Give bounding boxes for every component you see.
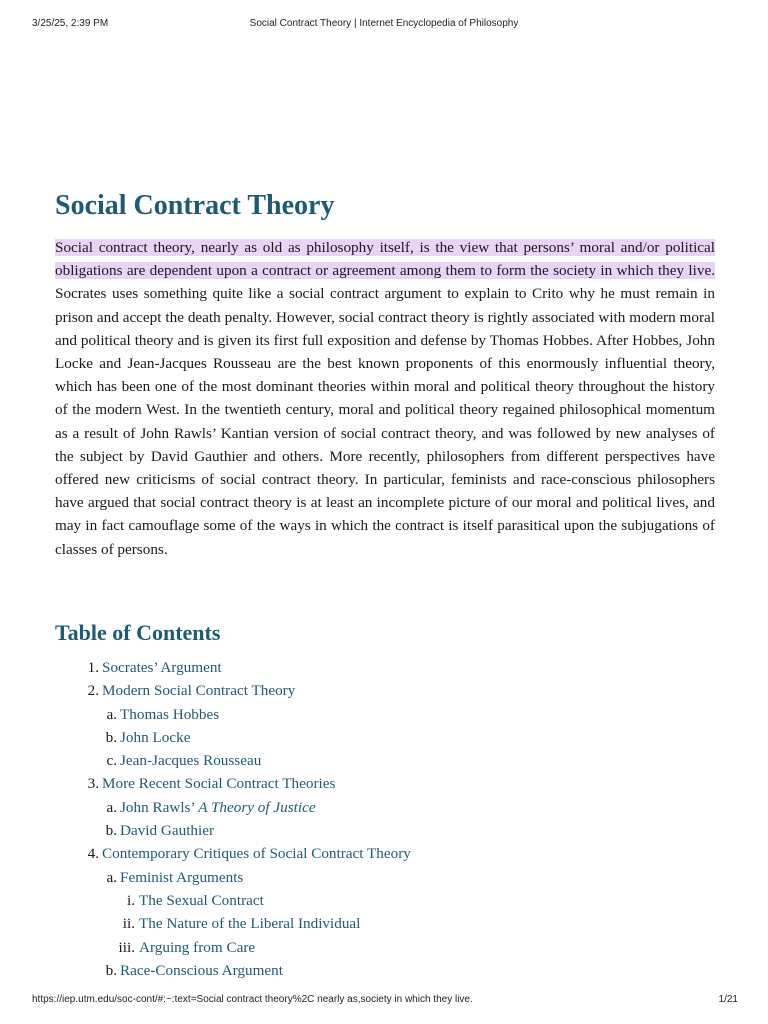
print-footer bbox=[0, 994, 768, 1008]
toc-item bbox=[55, 656, 715, 679]
toc-item bbox=[55, 866, 715, 889]
intro-text: Socrates uses something quite like a social contract argument to explain to Crito why he must remain in prison and accept the death penalty. However, social contract theory is rightly associated with modern moral and political theory and is given its first full exposition and defense by Thomas Hobbes. After Hobbes, John Locke and Jean-Jacques Rousseau are the best known proponents of this enormously influential theory, which has been one of the most dominant theories within moral and political theory throughout the history of the modern West. In the twentieth century, moral and political theory regained philosophical momentum as a result of John Rawls’ Kantian version of social contract theory, and was followed by new analyses of the subject by David Gauthier and others. More recently, philosophers from different perspectives have offered new criticisms of social contract theory. In particular, feminists and race-conscious philosophers have argued that social contract theory is at least an incomplete picture of our moral and political lives, and may in fact camouflage some of the ways in which the contract is itself parasitical upon the subjugations of classes of persons. bbox=[55, 285, 715, 558]
toc-link-jean-jacques-rousseau[interactable]: Jean-Jacques Rousseau bbox=[120, 752, 262, 770]
toc-item-number: 2. bbox=[87, 682, 99, 700]
toc-link-text: John Rawls’ bbox=[120, 798, 199, 816]
toc-link-thomas-hobbes[interactable]: Thomas Hobbes bbox=[120, 705, 220, 723]
toc-item bbox=[55, 772, 715, 795]
toc-item-number: ii. bbox=[122, 915, 135, 933]
toc-item-number: 3. bbox=[87, 775, 99, 793]
toc-item-number: iii. bbox=[118, 938, 135, 956]
toc-item bbox=[55, 679, 715, 702]
toc-item bbox=[55, 703, 715, 726]
toc-link-contemporary-critiques[interactable]: Contemporary Critiques of Social Contract Theory bbox=[102, 845, 411, 863]
table-of-contents bbox=[55, 656, 715, 982]
toc-item-number: c. bbox=[106, 752, 117, 770]
intro-paragraph bbox=[55, 236, 715, 561]
toc-item-number: a. bbox=[106, 868, 117, 886]
toc-link-john-locke[interactable]: John Locke bbox=[120, 728, 191, 746]
toc-link-socrates-argument[interactable]: Socrates’ Argument bbox=[102, 659, 222, 676]
print-header bbox=[0, 18, 768, 32]
toc-item-number: b. bbox=[105, 961, 117, 979]
toc-item bbox=[55, 819, 715, 842]
toc-link-modern-social-contract-theory[interactable]: Modern Social Contract Theory bbox=[102, 682, 296, 700]
toc-item bbox=[55, 889, 715, 912]
print-page-title: Social Contract Theory | Internet Encyclopedia of Philosophy bbox=[249, 18, 519, 29]
toc-item-number: b. bbox=[105, 822, 117, 840]
toc-item bbox=[55, 726, 715, 749]
toc-item bbox=[55, 912, 715, 935]
toc-item-number: 4. bbox=[87, 845, 99, 863]
toc-link-liberal-individual[interactable]: The Nature of the Liberal Individual bbox=[139, 915, 361, 933]
toc-item bbox=[55, 842, 715, 865]
book-title-italic: A Theory of Justice bbox=[198, 798, 316, 816]
article-title: Social Contract Theory bbox=[55, 190, 335, 221]
toc-item-number: 1. bbox=[87, 659, 99, 676]
toc-item bbox=[55, 959, 715, 982]
toc-link-more-recent-theories[interactable]: More Recent Social Contract Theories bbox=[102, 775, 336, 793]
print-url: https://iep.utm.edu/soc-cont/#:~:text=Social contract theory%2C nearly as,society in which they live. bbox=[32, 994, 473, 1005]
toc-link-feminist-arguments[interactable]: Feminist Arguments bbox=[120, 868, 244, 886]
highlighted-text-fragment: Social contract theory, nearly as old as philosophy itself, is the view that persons’ moral and/or political obligations are dependent upon a contract or agreement among them to form the society in which they live. bbox=[55, 239, 715, 280]
toc-item-number: b. bbox=[105, 728, 117, 746]
toc-item bbox=[55, 936, 715, 959]
toc-item-number: i. bbox=[126, 891, 135, 909]
toc-link-john-rawls[interactable] bbox=[120, 796, 316, 819]
toc-item bbox=[55, 749, 715, 772]
toc-item-number: a. bbox=[106, 798, 117, 816]
toc-item bbox=[55, 796, 715, 819]
toc-link-david-gauthier[interactable]: David Gauthier bbox=[120, 822, 215, 840]
print-datetime: 3/25/25, 2:39 PM bbox=[32, 18, 109, 29]
toc-item-number: a. bbox=[106, 705, 117, 723]
toc-link-sexual-contract[interactable]: The Sexual Contract bbox=[139, 891, 264, 909]
toc-link-race-conscious-argument[interactable]: Race-Conscious Argument bbox=[120, 961, 283, 979]
toc-heading: Table of Contents bbox=[55, 620, 221, 645]
print-page-number: 1/21 bbox=[718, 994, 738, 1005]
toc-link-arguing-from-care[interactable]: Arguing from Care bbox=[139, 938, 256, 956]
